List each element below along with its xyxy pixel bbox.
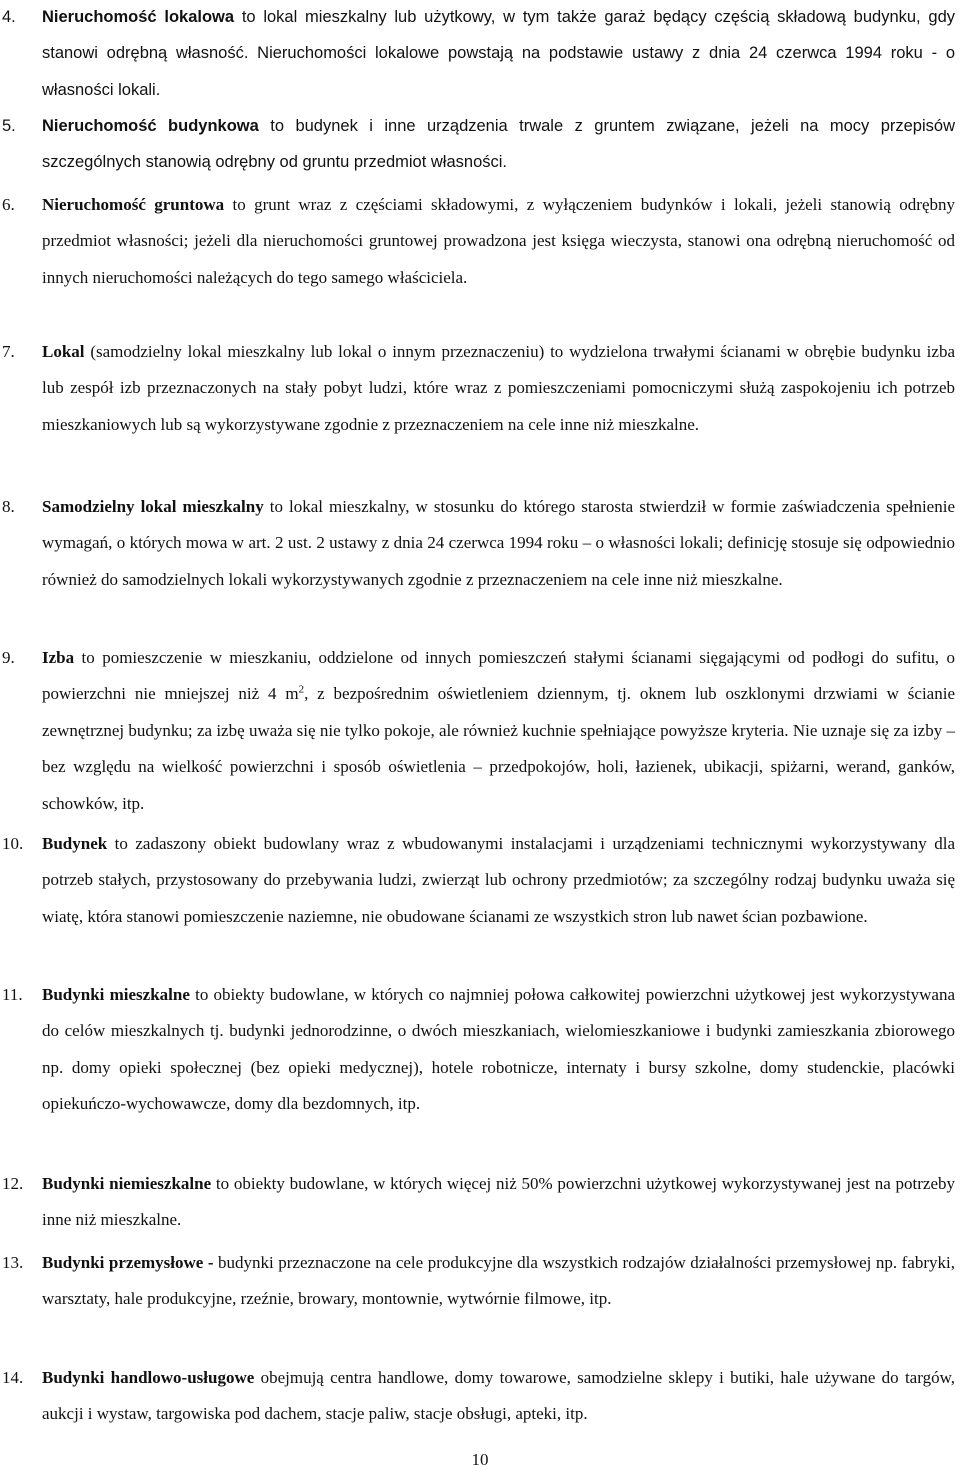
definition-item (0, 108, 955, 181)
item-number: 5. (2, 117, 16, 135)
definition-item (0, 1166, 955, 1239)
definition-item (0, 977, 955, 1123)
item-body: to grunt wraz z częściami składowymi, z wyłączeniem budynków i lokali, jeżeli stanowią odrębny przedmiot własności; jeżeli dla nieruchomości gruntowej prowadzona jest księga wieczysta, stanowi ona odrębną nieruchomość od innych nieruchomości należących do tego samego właściciela. (42, 195, 955, 287)
item-number: 4. (2, 8, 16, 26)
definition-item (0, 334, 955, 443)
item-term: Nieruchomość budynkowa (42, 117, 259, 135)
item-term: Budynki handlowo-usługowe (42, 1368, 255, 1387)
item-text (42, 187, 955, 296)
item-term: Budynki niemieszkalne (42, 1174, 212, 1193)
definition-item (0, 826, 955, 935)
item-number: 11. (2, 985, 23, 1004)
item-body: to obiekty budowlane, w których co najmniej połowa całkowitej powierzchni użytkowej jest wykorzystywana do celów mieszkalnych tj. budynki jednorodzinne, o dwóch mieszkaniach, wielomieszkaniowe i budynki zamieszkania zbiorowego np. domy opieki społecznej (bez opieki medycznej), hotele robotnicze, internaty i bursy szkolne, domy studenckie, placówki opiekuńczo-wychowawcze, domy dla bezdomnych, itp. (42, 985, 955, 1114)
page-number: 10 (471, 1450, 489, 1469)
item-term: Nieruchomość lokalowa (42, 8, 235, 26)
item-body: to pomieszczenie w mieszkaniu, oddzielone od innych pomieszczeń stałymi ścianami sięgającymi od podłogi do sufitu, o powierzchni nie mniejszej niż 4 m (42, 648, 955, 704)
item-text (42, 1360, 955, 1433)
item-body: budynki przeznaczone na cele produkcyjne dla wszystkich rodzajów działalności przemysłowej np. fabryki, warsztaty, hale produkcyjne, rzeźnie, browary, montownie, wytwórnie filmowe, itp. (42, 1253, 955, 1309)
item-text (42, 1245, 955, 1318)
item-number: 13. (2, 1253, 24, 1272)
superscript: 2 (298, 683, 305, 696)
definition-item (0, 1360, 955, 1433)
item-term: Samodzielny lokal mieszkalny (42, 497, 264, 516)
item-text (42, 1166, 955, 1239)
item-number: 14. (2, 1368, 24, 1387)
item-text (42, 826, 955, 935)
item-term: Lokal (42, 342, 85, 361)
item-term: Budynki przemysłowe - (42, 1253, 214, 1272)
item-number: 6. (2, 195, 15, 214)
item-text (42, 334, 955, 443)
item-number: 7. (2, 342, 15, 361)
item-text (42, 108, 955, 181)
item-body: to zadaszony obiekt budowlany wraz z wbudowanymi instalacjami i urządzeniami technicznymi wykorzystywany dla potrzeb stałych, przystosowany do przebywania ludzi, zwierząt lub ochrony przedmiotów; za szczególny rodzaj budynku uważa się wiatę, która stanowi pomieszczenie naziemne, nie obudowane ścianami ze wszystkich stron lub nawet ścian pozbawione. (42, 834, 955, 926)
definition-item (0, 187, 955, 296)
item-number: 8. (2, 497, 15, 516)
item-number: 10. (2, 834, 24, 853)
item-number: 12. (2, 1174, 24, 1193)
item-term: Izba (42, 648, 75, 667)
item-body: , z bezpośrednim oświetleniem dziennym, tj. oknem lub oszklonymi drzwiami w ścianie zewnętrznej budynku; za izbę uważa się nie tylko pokoje, ale również kuchnie spełniające powyższe kryteria. Nie uznaje się za izby – bez względu na wielkość powierzchni i sposób oświetlenia – przedpokojów, holi, łazienek, ubikacji, spiżarni, werand, ganków, schowków, itp. (42, 684, 955, 813)
item-text (42, 0, 955, 108)
definition-item (0, 640, 955, 822)
definition-item (0, 1245, 955, 1318)
item-body: (samodzielny lokal mieszkalny lub lokal o innym przeznaczeniu) to wydzielona trwałymi ścianami w obrębie budynku izba lub zespół izb przeznaczonych na stały pobyt ludzi, które wraz z pomieszczeniami pomocniczymi służą zaspokojeniu ich potrzeb mieszkaniowych lub są wykorzystywane zgodnie z przeznaczeniem na cele inne niż mieszkalne. (42, 342, 955, 434)
item-body: to budynek i inne urządzenia trwale z gruntem związane, jeżeli na mocy przepisów szczególnych stanowią odrębny od gruntu przedmiot własności. (42, 117, 955, 172)
item-text (42, 489, 955, 598)
item-text (42, 640, 955, 822)
definition-item (0, 489, 955, 598)
item-body: obejmują centra handlowe, domy towarowe, samodzielne sklepy i butiki, hale używane do targów, aukcji i wystaw, targowiska pod dachem, stacje paliw, stacje obsługi, apteki, itp. (42, 1368, 956, 1424)
item-body: to obiekty budowlane, w których więcej niż 50% powierzchni użytkowej wykorzystywanej jest na potrzeby inne niż mieszkalne. (42, 1174, 955, 1230)
item-body: to lokal mieszkalny lub użytkowy, w tym także garaż będący częścią składową budynku, gdy stanowi odrębną własność. Nieruchomości lokalowe powstają na podstawie ustawy z dnia 24 czerwca 1994 roku - o własności lokali. (42, 8, 955, 99)
item-text (42, 977, 955, 1123)
item-term: Budynki mieszkalne (42, 985, 190, 1004)
item-term: Budynek (42, 834, 108, 853)
item-body: to lokal mieszkalny, w stosunku do którego starosta stwierdził w formie zaświadczenia spełnienie wymagań, o których mowa w art. 2 ust. 2 ustawy z dnia 24 czerwca 1994 roku – o własności lokali; definicję stosuje się odpowiednio również do samodzielnych lokali wykorzystywanych zgodnie z przeznaczeniem na cele inne niż mieszkalne. (42, 497, 955, 589)
item-number: 9. (2, 648, 15, 667)
definition-item (0, 0, 955, 108)
item-term: Nieruchomość gruntowa (42, 195, 225, 214)
